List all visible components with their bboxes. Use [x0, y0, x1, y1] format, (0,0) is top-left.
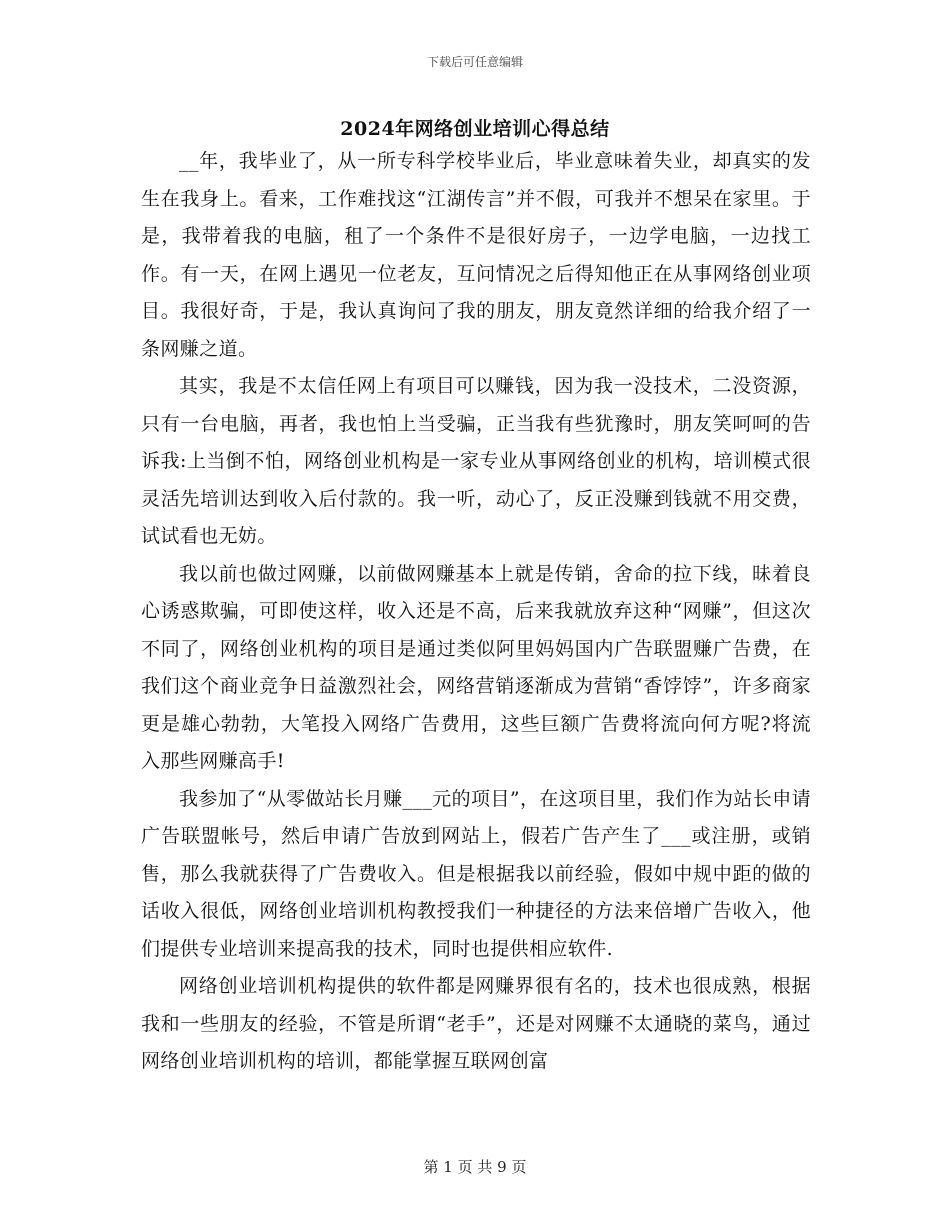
paragraph-2: 其实，我是不太信任网上有项目可以赚钱，因为我一没技术，二没资源，只有一台电脑，再者，我也怕上当受骗，正当我有些犹豫时，朋友笑呵呵的告诉我:上当倒不怕，网络创业机构是一家专业从事网络创业的机构，培训模式很灵活先培训达到收入后付款的。我一听，动心了，反正没赚到钱就不用交费，试试看也无妨。 — [141, 375, 811, 547]
paragraph-4: 我参加了“从零做站长月赚___元的项目”，在这项目里，我们作为站长申请广告联盟帐号，然后申请广告放到网站上，假若广告产生了___或注册，或销售，那么我就获得了广告费收入。但是根据我以前经验，假如中规中距的做的话收入很低，网络创业培训机构教授我们一种捷径的方法来倍增广告收入，他们提供专业培训来提高我的技术，同时也提供相应软件. — [141, 787, 811, 960]
header-note: 下载后可任意编辑 — [426, 55, 523, 69]
document-title: 2024年网络创业培训心得总结 — [340, 118, 610, 140]
paragraph-3: 我以前也做过网赚，以前做网赚基本上就是传销，舍命的拉下线，昧着良心诱惑欺骗，可即使这样，收入还是不高，后来我就放弃这种“网赚”，但这次不同了，网络创业机构的项目是通过类似阿里妈妈国内广告联盟赚广告费，在我们这个商业竞争日益激烈社会，网络营销逐渐成为营销“香饽饽”，许多商家更是雄心勃勃，大笔投入网络广告费用，这些巨额广告费将流向何方呢?将流入那些网赚高手! — [141, 562, 811, 772]
paragraph-1: __年，我毕业了，从一所专科学校毕业后，毕业意味着失业，却真实的发生在我身上。看来，工作难找这“江湖传言”并不假，可我并不想呆在家里。于是，我带着我的电脑，租了一个条件不是很好房子，一边学电脑，一边找工作。有一天，在网上遇见一位老友，互问情况之后得知他正在从事网络创业项目。我很好奇，于是，我认真询问了我的朋友，朋友竟然详细的给我介绍了一条网赚之道。 — [141, 150, 811, 360]
document-body — [141, 143, 811, 1081]
page-number-footer: 第 1 页 共 9 页 — [423, 1158, 527, 1176]
paragraph-5: 网络创业培训机构提供的软件都是网赚界很有名的，技术也很成熟，根据我和一些朋友的经验，不管是所谓“老手”，还是对网赚不太通晓的菜鸟，通过网络创业培训机构的培训，都能掌握互联网创富 — [141, 975, 811, 1072]
